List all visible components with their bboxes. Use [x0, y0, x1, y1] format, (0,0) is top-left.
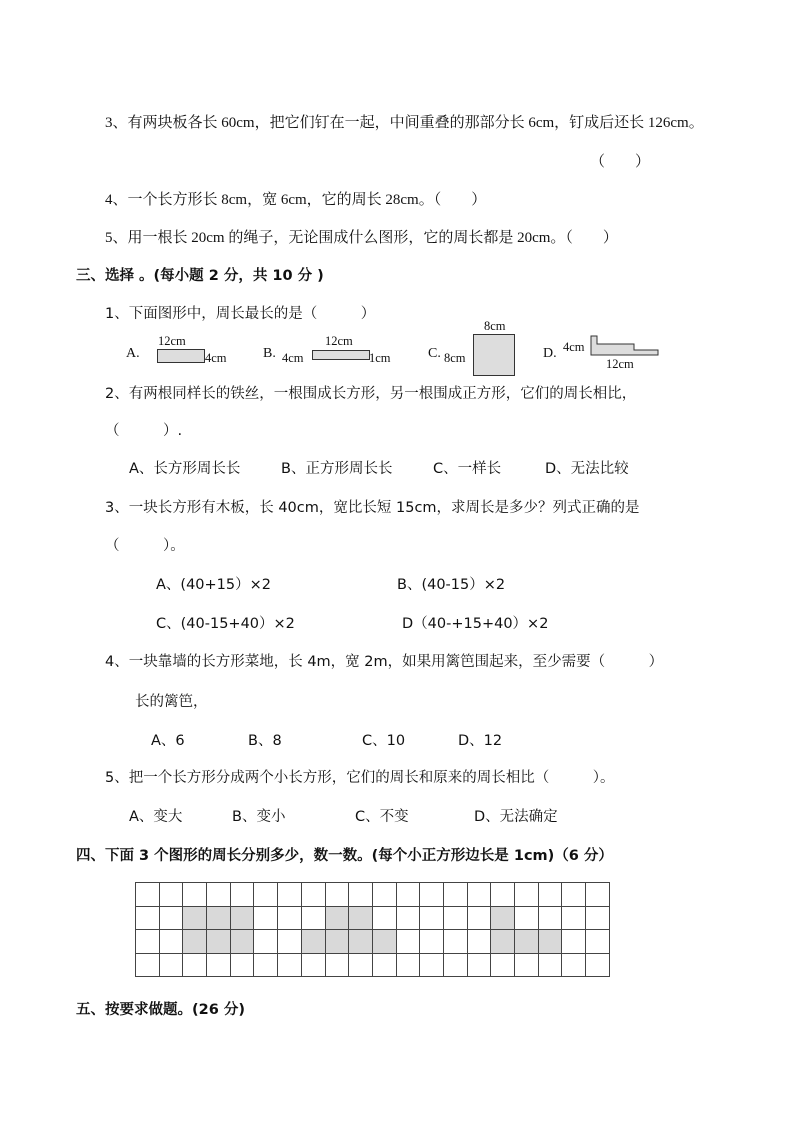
q2-option-c[interactable]: C、一样长 — [433, 461, 502, 477]
q3-option-a[interactable]: A、(40+15）×2 — [156, 577, 272, 593]
judge-q3-text: 3、有两块板各长 60cm，把它们钉在一起，中间重叠的那部分长 6cm，钉成后还长 126cm。 — [105, 115, 704, 131]
q3-option-c[interactable]: C、(40-15+40）×2 — [156, 616, 295, 632]
choice-q4-text-cont: 长的篱笆， — [135, 694, 208, 710]
judge-q5-text: 5、用一根长 20cm 的绳子，无论围成什么图形，它的周长都是 20cm。（ ） — [105, 230, 618, 246]
q4-option-d[interactable]: D、12 — [458, 733, 503, 749]
q5-option-c[interactable]: C、不变 — [355, 809, 409, 825]
q5-option-a[interactable]: A、变大 — [129, 809, 183, 825]
grid-row — [136, 883, 610, 907]
grid-row — [136, 930, 610, 954]
q3-option-b[interactable]: B、(40-15）×2 — [397, 577, 506, 593]
q5-option-b[interactable]: B、变小 — [232, 809, 286, 825]
grid-row — [136, 953, 610, 977]
section4-heading: 四、下面 3 个图形的周长分别多少，数一数。(每个小正方形边长是 1cm)（6 分） — [76, 848, 613, 864]
q4-option-a[interactable]: A、6 — [151, 733, 185, 749]
q1-d-step-shape — [590, 334, 660, 358]
choice-q1-text: 1、下面图形中，周长最长的是（ ） — [105, 306, 376, 322]
q3-option-d[interactable]: D（40-+15+40）×2 — [402, 616, 549, 632]
choice-q3-text: 3、一块长方形有木板，长 40cm，宽比长短 15cm，求周长是多少？列式正确的是 — [105, 500, 640, 516]
q1-b-label: B. — [263, 346, 276, 361]
q1-c-label: C. — [428, 346, 441, 361]
q4-option-c[interactable]: C、10 — [362, 733, 406, 749]
q1-b-right-length: 1cm — [369, 351, 391, 365]
grid-row — [136, 906, 610, 930]
q1-d-bottom-length: 12cm — [606, 357, 634, 371]
choice-q4-text: 4、一块靠墙的长方形菜地，长 4m，宽 2m，如果用篱笆围起来，至少需要（ ） — [105, 654, 664, 670]
q1-a-side-length: 4cm — [205, 351, 227, 365]
choice-q2-paren[interactable]: （ ）. — [105, 423, 183, 439]
q1-a-rectangle — [157, 349, 205, 363]
q1-c-square — [473, 334, 515, 376]
q1-c-left-length: 8cm — [444, 351, 466, 365]
choice-q5-text: 5、把一个长方形分成两个小长方形，它们的周长和原来的周长相比（ ）。 — [105, 770, 615, 786]
q1-a-top-length: 12cm — [158, 334, 186, 348]
section3-heading: 三、选择 。(每小题 2 分，共 10 分 ) — [76, 268, 324, 284]
q1-b-left-length: 4cm — [282, 351, 304, 365]
q1-c-top-length-cropped: 8cm — [484, 319, 506, 333]
judge-q4-text: 4、一个长方形长 8cm，宽 6cm，它的周长 28cm。（ ） — [105, 192, 487, 208]
q1-a-label: A. — [126, 346, 140, 361]
choice-q2-text: 2、有两根同样长的铁丝，一根围成长方形，另一根围成正方形，它们的周长相比， — [105, 386, 637, 402]
judge-q3-answer-paren[interactable]: （ ） — [590, 154, 651, 170]
q1-d-label: D. — [543, 346, 557, 361]
q2-option-d[interactable]: D、无法比较 — [545, 461, 629, 477]
section5-heading: 五、按要求做题。(26 分) — [76, 1002, 245, 1018]
perimeter-grid — [135, 882, 610, 977]
q5-option-d[interactable]: D、无法确定 — [474, 809, 558, 825]
q1-d-left-length: 4cm — [563, 340, 585, 354]
choice-q3-paren[interactable]: （ ）。 — [105, 538, 185, 554]
q2-option-a[interactable]: A、长方形周长长 — [129, 461, 241, 477]
q1-b-top-length: 12cm — [325, 334, 353, 348]
q4-option-b[interactable]: B、8 — [248, 733, 282, 749]
q2-option-b[interactable]: B、正方形周长长 — [281, 461, 393, 477]
q1-b-rectangle — [312, 350, 370, 360]
